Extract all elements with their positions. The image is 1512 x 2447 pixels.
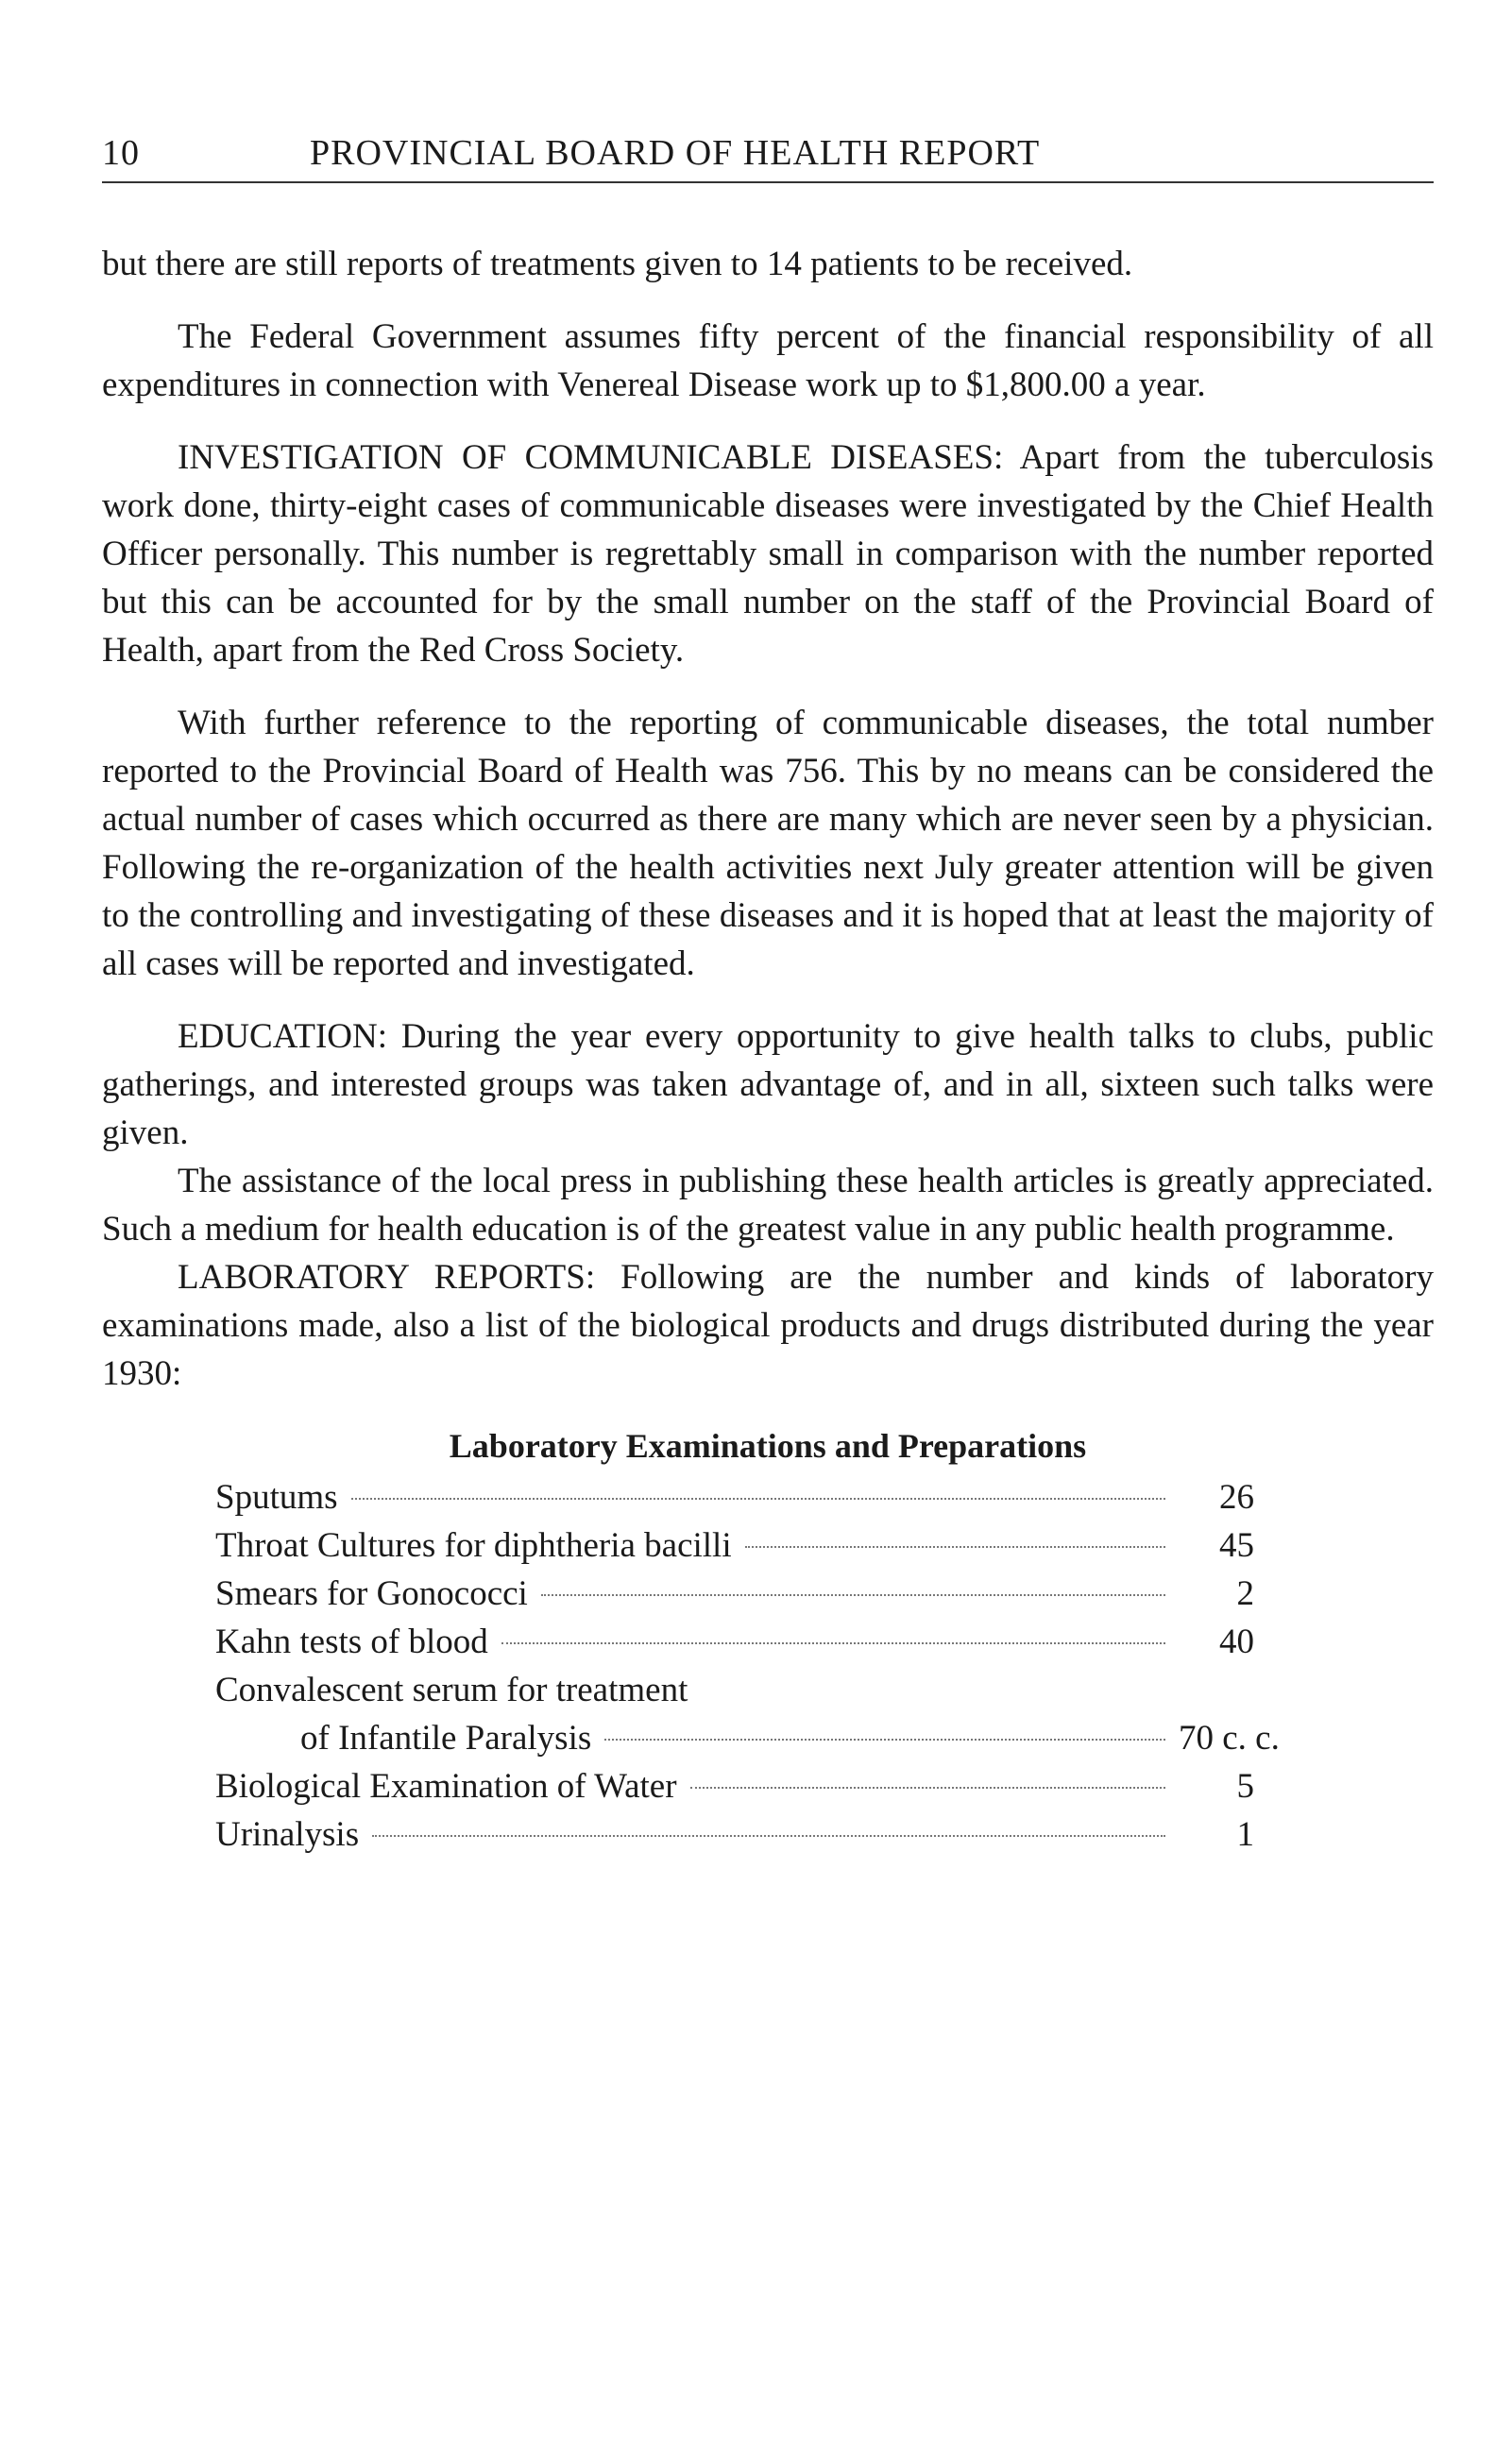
lab-row	[215, 1714, 1280, 1762]
lab-row	[215, 1618, 1254, 1666]
lab-row-value: 2	[1236, 1574, 1254, 1613]
page-header	[102, 132, 1434, 183]
page-number: 10	[102, 133, 140, 173]
dot-leader	[690, 1787, 1165, 1789]
lab-row	[215, 1570, 1254, 1618]
lab-row-label: Biological Examination of Water	[215, 1767, 677, 1806]
dot-leader	[351, 1498, 1165, 1500]
lab-row-label: Convalescent serum for treatment	[215, 1671, 688, 1709]
lab-table-title: Laboratory Examinations and Preparations	[449, 1427, 1087, 1465]
dot-leader	[745, 1546, 1165, 1548]
lab-row-label: Throat Cultures for diphtheria bacilli	[215, 1526, 732, 1565]
lab-table	[102, 1426, 1434, 1859]
lab-row	[215, 1810, 1254, 1859]
dot-leader	[501, 1642, 1165, 1644]
lab-row-value: 45	[1219, 1526, 1254, 1565]
lab-row	[215, 1521, 1254, 1570]
paragraph-continuation: but there are still reports of treatments given to 14 patients to be received.	[102, 245, 1133, 283]
paragraph-laboratory-reports: LABORATORY REPORTS: Following are the number and kinds of laboratory examinations made, also a list of the biological products and drugs distributed during the year 1930:	[102, 1258, 1434, 1393]
lab-row-value: 1	[1236, 1815, 1254, 1854]
lab-row	[215, 1762, 1254, 1810]
paragraph-federal-government: The Federal Government assumes fifty percent of the financial responsibility of all expenditures in connection with Venereal Disease work up to $1,800.00 a year.	[102, 317, 1434, 404]
dot-leader	[541, 1594, 1165, 1596]
paragraph-local-press: The assistance of the local press in publishing these health articles is greatly appreciated. Such a medium for health education is of the greatest value in any public health programme.	[102, 1162, 1434, 1249]
running-title: PROVINCIAL BOARD OF HEALTH REPORT	[310, 133, 1041, 173]
lab-row-value: 70 c. c.	[1179, 1719, 1280, 1758]
report-page	[102, 132, 1434, 1859]
paragraph-communicable-diseases: INVESTIGATION OF COMMUNICABLE DISEASES: Apart from the tuberculosis work done, thirty-eight cases of communicable diseases were investigated by the Chief Health Officer personally. This number is regrettably small in comparison with the number reported but this can be accounted for by the small number on the staff of the Provincial Board of Health, apart from the Red Cross Society.	[102, 438, 1434, 670]
lab-row-label: Kahn tests of blood	[215, 1623, 488, 1661]
lab-row-value: 26	[1219, 1478, 1254, 1517]
lab-row-label: Smears for Gonococci	[215, 1574, 528, 1613]
lab-row-label: of Infantile Paralysis	[300, 1719, 592, 1758]
dot-leader	[372, 1835, 1165, 1837]
body-text	[102, 240, 1434, 1398]
lab-row	[215, 1473, 1254, 1521]
paragraph-education: EDUCATION: During the year every opportunity to give health talks to clubs, public gatherings, and interested groups was taken advantage of, and in all, sixteen such talks were given.	[102, 1017, 1434, 1152]
lab-row-value: 5	[1236, 1767, 1254, 1806]
lab-row-label: Urinalysis	[215, 1815, 360, 1854]
dot-leader	[604, 1739, 1165, 1741]
lab-row-label: Sputums	[215, 1478, 338, 1517]
lab-table-rows	[215, 1473, 1280, 1859]
lab-row	[215, 1666, 1254, 1714]
paragraph-reporting: With further reference to the reporting of communicable diseases, the total number reported to the Provincial Board of Health was 756. This by no means can be considered the actual number of cases which occurred as there are many which are never seen by a physician. Following the re-organization of the health activities next July greater attention will be given to the controlling and investigating of these diseases and it is hoped that at least the majority of all cases will be reported and investigated.	[102, 704, 1434, 983]
lab-row-value: 40	[1219, 1623, 1254, 1661]
